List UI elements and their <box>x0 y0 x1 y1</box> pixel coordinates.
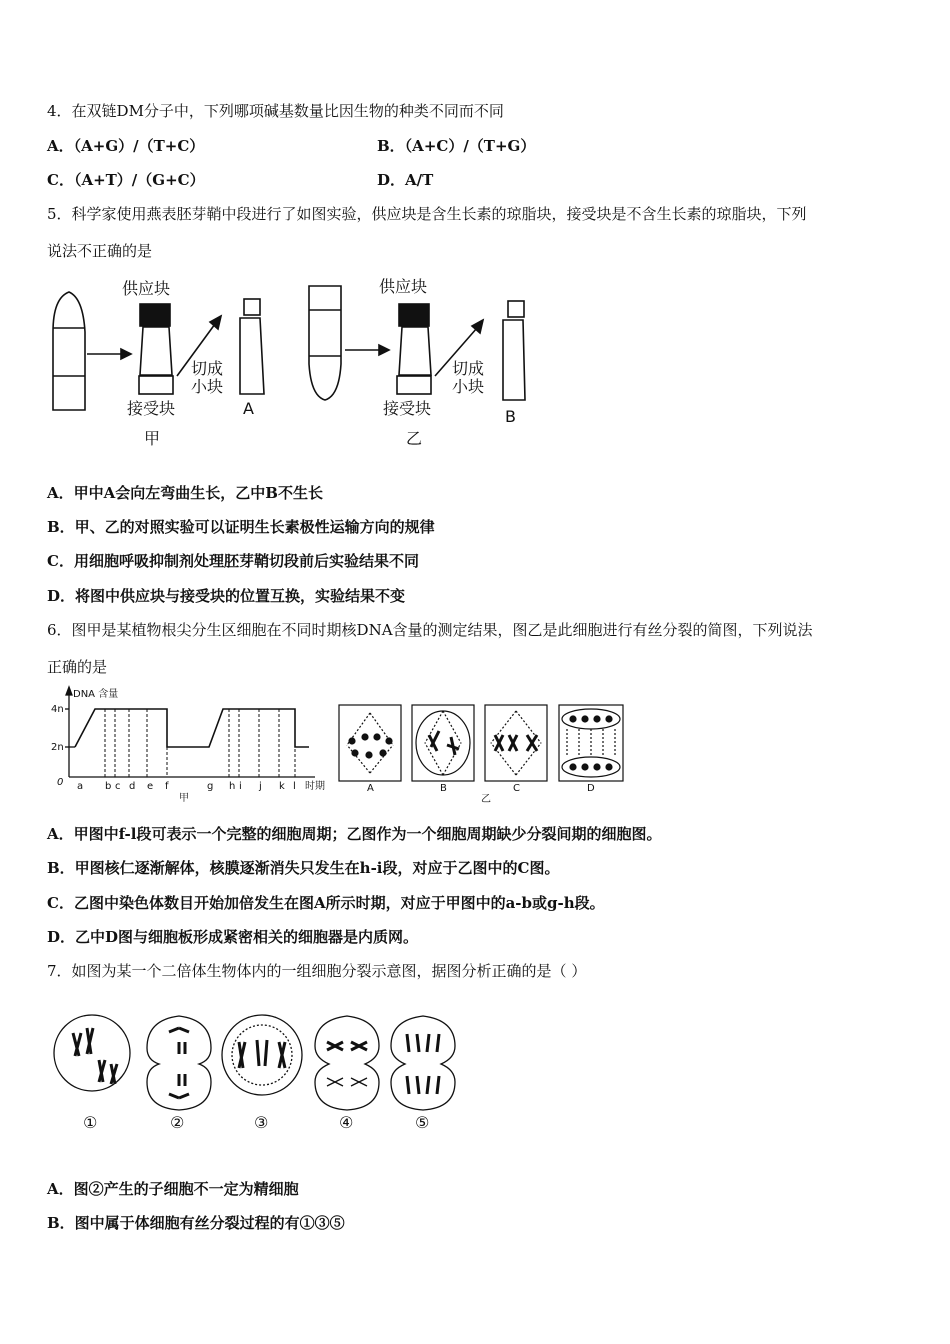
dna-jia: 甲 <box>179 793 189 804</box>
q6-stem-line1: 6．图甲是某植物根尖分生区细胞在不同时期核DNA含量的测定结果，图乙是此细胞进行有丝分裂的简图，下列说法 <box>47 621 813 639</box>
cell-2 <box>147 1016 211 1110</box>
dna-origin: 0 <box>57 777 64 788</box>
receive-block-jia <box>139 376 173 394</box>
dna-tick-j: j <box>259 781 262 792</box>
cut-label-yi: 切成 <box>452 359 485 378</box>
q5-option-a: A．甲中A会向左弯曲生长，乙中B不生长 <box>47 484 323 502</box>
dna-xlabel: 时期 <box>305 781 325 792</box>
cell-5-label: ⑤ <box>415 1113 430 1132</box>
cell-4 <box>315 1016 379 1110</box>
dna-tick-c: c <box>115 781 121 792</box>
q4-option-c: C．（A+T）/（G+C） <box>47 171 205 189</box>
cell-c-label: C <box>513 783 520 794</box>
q6-option-a: A．甲图中f-l段可表示一个完整的细胞周期；乙图作为一个细胞周期缺少分裂间期的细胞图。 <box>47 825 662 843</box>
q5-stem-line2: 说法不正确的是 <box>47 242 153 260</box>
q7-stem: 7．如图为某一个二倍体生物体内的一组细胞分裂示意图，据图分析正确的是（ ） <box>47 962 587 980</box>
dna-curve <box>75 709 309 747</box>
cell-1-label: ① <box>83 1113 98 1132</box>
coleoptile-yi <box>309 286 341 400</box>
q7-option-b: B．图中属于体细胞有丝分裂过程的有①③⑤ <box>47 1214 345 1232</box>
receive-block-yi <box>397 376 431 394</box>
dna-yi: 乙 <box>481 794 491 805</box>
jia-label: 甲 <box>144 429 161 448</box>
supply-label-yi: 供应块 <box>379 277 428 296</box>
supply-label-jia: 供应块 <box>122 279 171 298</box>
dna-tick-l: l <box>293 781 296 792</box>
cell-3-label: ③ <box>254 1113 269 1132</box>
dna-tick-d: d <box>129 781 136 792</box>
segment-a <box>240 318 264 394</box>
q7-cell-division-figure <box>47 998 467 1138</box>
segment-b-label: B <box>505 407 516 426</box>
cell-c <box>485 705 547 781</box>
q6-option-b: B．甲图核仁逐渐解体，核膜逐渐消失只发生在h-i段，对应于乙图中的C图。 <box>47 859 560 877</box>
q6-option-c: C．乙图中染色体数目开始加倍发生在图A所示时期，对应于甲图中的a-b或g-h段。 <box>47 894 605 912</box>
small-label-jia: 小块 <box>191 377 224 396</box>
q5-option-c: C．用细胞呼吸抑制剂处理胚芽鞘切段前后实验结果不同 <box>47 552 419 570</box>
small-block-a <box>244 299 260 315</box>
q7-option-a: A．图②产生的子细胞不一定为精细胞 <box>47 1180 299 1198</box>
q5-stem-line1: 5．科学家使用燕表胚芽鞘中段进行了如图实验，供应块是含生长素的琼脂块，接受块是不含生长素的琼脂块，下列 <box>47 205 807 223</box>
cell-b-label: B <box>440 783 447 794</box>
q6-option-d: D．乙中D图与细胞板形成紧密相关的细胞器是内质网。 <box>47 928 419 946</box>
dna-tick-i: i <box>239 781 242 792</box>
yi-label: 乙 <box>406 429 423 448</box>
dna-tick-labels <box>77 781 296 792</box>
q5-option-d: D．将图中供应块与接受块的位置互换，实验结果不变 <box>47 587 406 605</box>
small-block-b <box>508 301 524 317</box>
q4-stem: 4．在双链DM分子中，下列哪项碱基数量比因生物的种类不同而不同 <box>47 102 504 120</box>
dna-tick-g: g <box>207 781 214 792</box>
dna-tick-e: e <box>147 781 154 792</box>
segment-yi <box>399 327 431 375</box>
dna-y4: 4n <box>51 704 64 715</box>
cell-b <box>412 705 474 781</box>
segment-b <box>503 320 525 400</box>
dna-tick-k: k <box>279 781 285 792</box>
q5-coleoptile-figure <box>47 272 527 452</box>
cut-label-jia: 切成 <box>191 359 224 378</box>
dna-y2: 2n <box>51 742 64 753</box>
q6-dna-figure <box>47 685 632 805</box>
cell-a-label: A <box>367 783 374 794</box>
q5-option-b: B．甲、乙的对照实验可以证明生长素极性运输方向的规律 <box>47 518 435 536</box>
cell-4-label: ④ <box>339 1113 354 1132</box>
receive-label-yi: 接受块 <box>383 399 432 418</box>
dna-tick-h: h <box>229 781 236 792</box>
dna-tick-f: f <box>165 781 169 792</box>
dna-tick-a: a <box>77 781 84 792</box>
supply-block-yi <box>399 304 429 326</box>
segment-a-label: A <box>243 399 254 418</box>
segment-jia <box>140 327 172 375</box>
coleoptile-jia <box>53 292 85 410</box>
q6-stem-line2: 正确的是 <box>47 658 108 676</box>
supply-block-jia <box>140 304 170 326</box>
cell-3 <box>222 1015 302 1095</box>
q4-option-d: D．A/T <box>377 171 434 189</box>
q4-option-b: B．（A+C）/（T+G） <box>377 137 536 155</box>
receive-label-jia: 接受块 <box>127 399 176 418</box>
cell-d-label: D <box>587 783 595 794</box>
cell-5 <box>391 1016 455 1110</box>
dna-tick-b: b <box>105 781 112 792</box>
cell-2-label: ② <box>170 1113 185 1132</box>
small-label-yi: 小块 <box>452 377 485 396</box>
dna-ylabel: DNA 含量 <box>73 689 119 700</box>
q4-option-a: A．（A+G）/（T+C） <box>47 137 205 155</box>
